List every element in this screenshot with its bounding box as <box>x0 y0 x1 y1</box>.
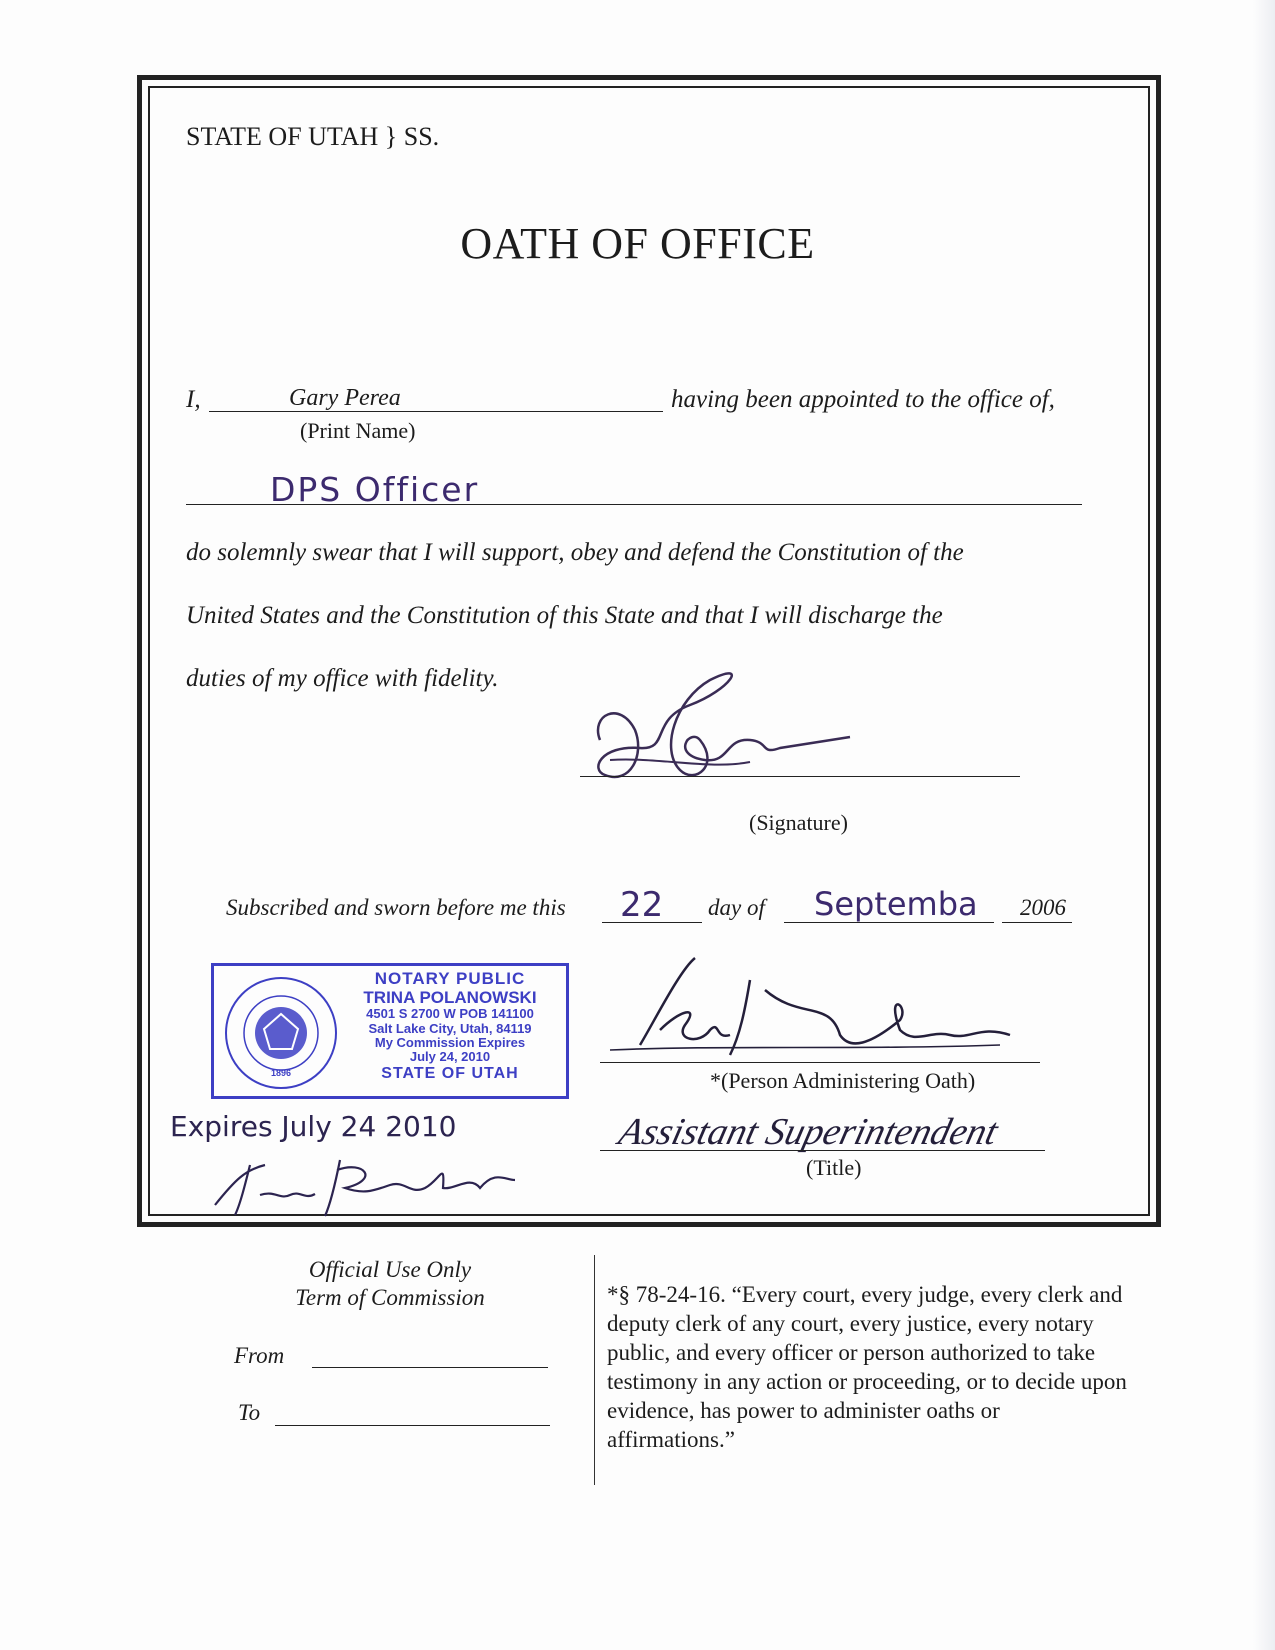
administering-signature-line <box>600 1062 1040 1063</box>
notary-signature <box>205 1150 545 1220</box>
state-seal-icon <box>222 974 340 1092</box>
oath-body-line-3: duties of my office with fidelity. <box>186 665 499 692</box>
signature-line <box>580 776 1020 777</box>
oath-intro: I, <box>186 386 201 413</box>
statute-citation: *§ 78-24-16. “Every court, every judge, every clerk and deputy clerk of any court, every justice, every notary public, and every officer or person authorized to take testimony in any action or proceeding, or to decide upon evidence, has power to administer oaths or affirmations.” <box>607 1282 1127 1452</box>
from-label: From <box>234 1343 285 1368</box>
oath-body-line-1: do solemnly swear that I will support, obey and defend the Constitution of the <box>186 539 964 566</box>
year-line <box>1002 922 1072 923</box>
sworn-year: 2006 <box>1020 895 1066 920</box>
name-line <box>209 411 663 412</box>
stamp-line-2: TRINA POLANOWSKI <box>363 987 537 1007</box>
printed-name: Gary Perea <box>289 385 401 411</box>
stamp-line-6: July 24, 2010 <box>409 1049 491 1065</box>
from-line <box>312 1367 548 1368</box>
official-use-heading: Official Use Only <box>308 1257 472 1282</box>
stamp-line-4: Salt Lake City, Utah, 84119 <box>368 1020 532 1036</box>
administering-caption: *(Person Administering Oath) <box>710 1068 976 1093</box>
document-title: OATH OF OFFICE <box>460 219 815 268</box>
sworn-day: 22 <box>620 885 664 925</box>
day-of-label: day of <box>708 895 765 920</box>
stamp-line-7: STATE OF UTAH <box>381 1064 519 1082</box>
administering-title-handwritten: Assistant Superintendent <box>614 1111 1003 1153</box>
term-of-commission-heading: Term of Commission <box>295 1285 485 1310</box>
sworn-month: Septemba <box>814 885 978 923</box>
notary-stamp <box>211 963 569 1099</box>
signature-caption: (Signature) <box>749 810 848 835</box>
stamp-line-1: NOTARY PUBLIC <box>374 969 526 988</box>
oath-body-line-2: United States and the Constitution of this State and that I will discharge the <box>186 602 943 629</box>
appointed-text: having been appointed to the office of, <box>671 386 1055 413</box>
svg-text:1896: 1896 <box>270 1068 292 1078</box>
state-venue-line: STATE OF UTAH } SS. <box>186 122 440 151</box>
to-label: To <box>238 1400 261 1425</box>
office-handwritten: DPS Officer <box>270 470 480 509</box>
handwritten-expiry: Expires July 24 2010 <box>170 1110 457 1143</box>
oath-signature <box>580 660 920 820</box>
administering-signature <box>600 950 1050 1070</box>
title-line <box>600 1150 1045 1151</box>
stamp-line-5: My Commission Expires <box>374 1034 526 1050</box>
to-line <box>275 1425 550 1426</box>
title-caption: (Title) <box>806 1155 862 1180</box>
footer-divider <box>594 1255 595 1485</box>
print-name-caption: (Print Name) <box>300 418 416 443</box>
stamp-line-3: 4501 S 2700 W POB 141100 <box>366 1006 534 1022</box>
sworn-prefix: Subscribed and sworn before me this <box>226 895 566 920</box>
